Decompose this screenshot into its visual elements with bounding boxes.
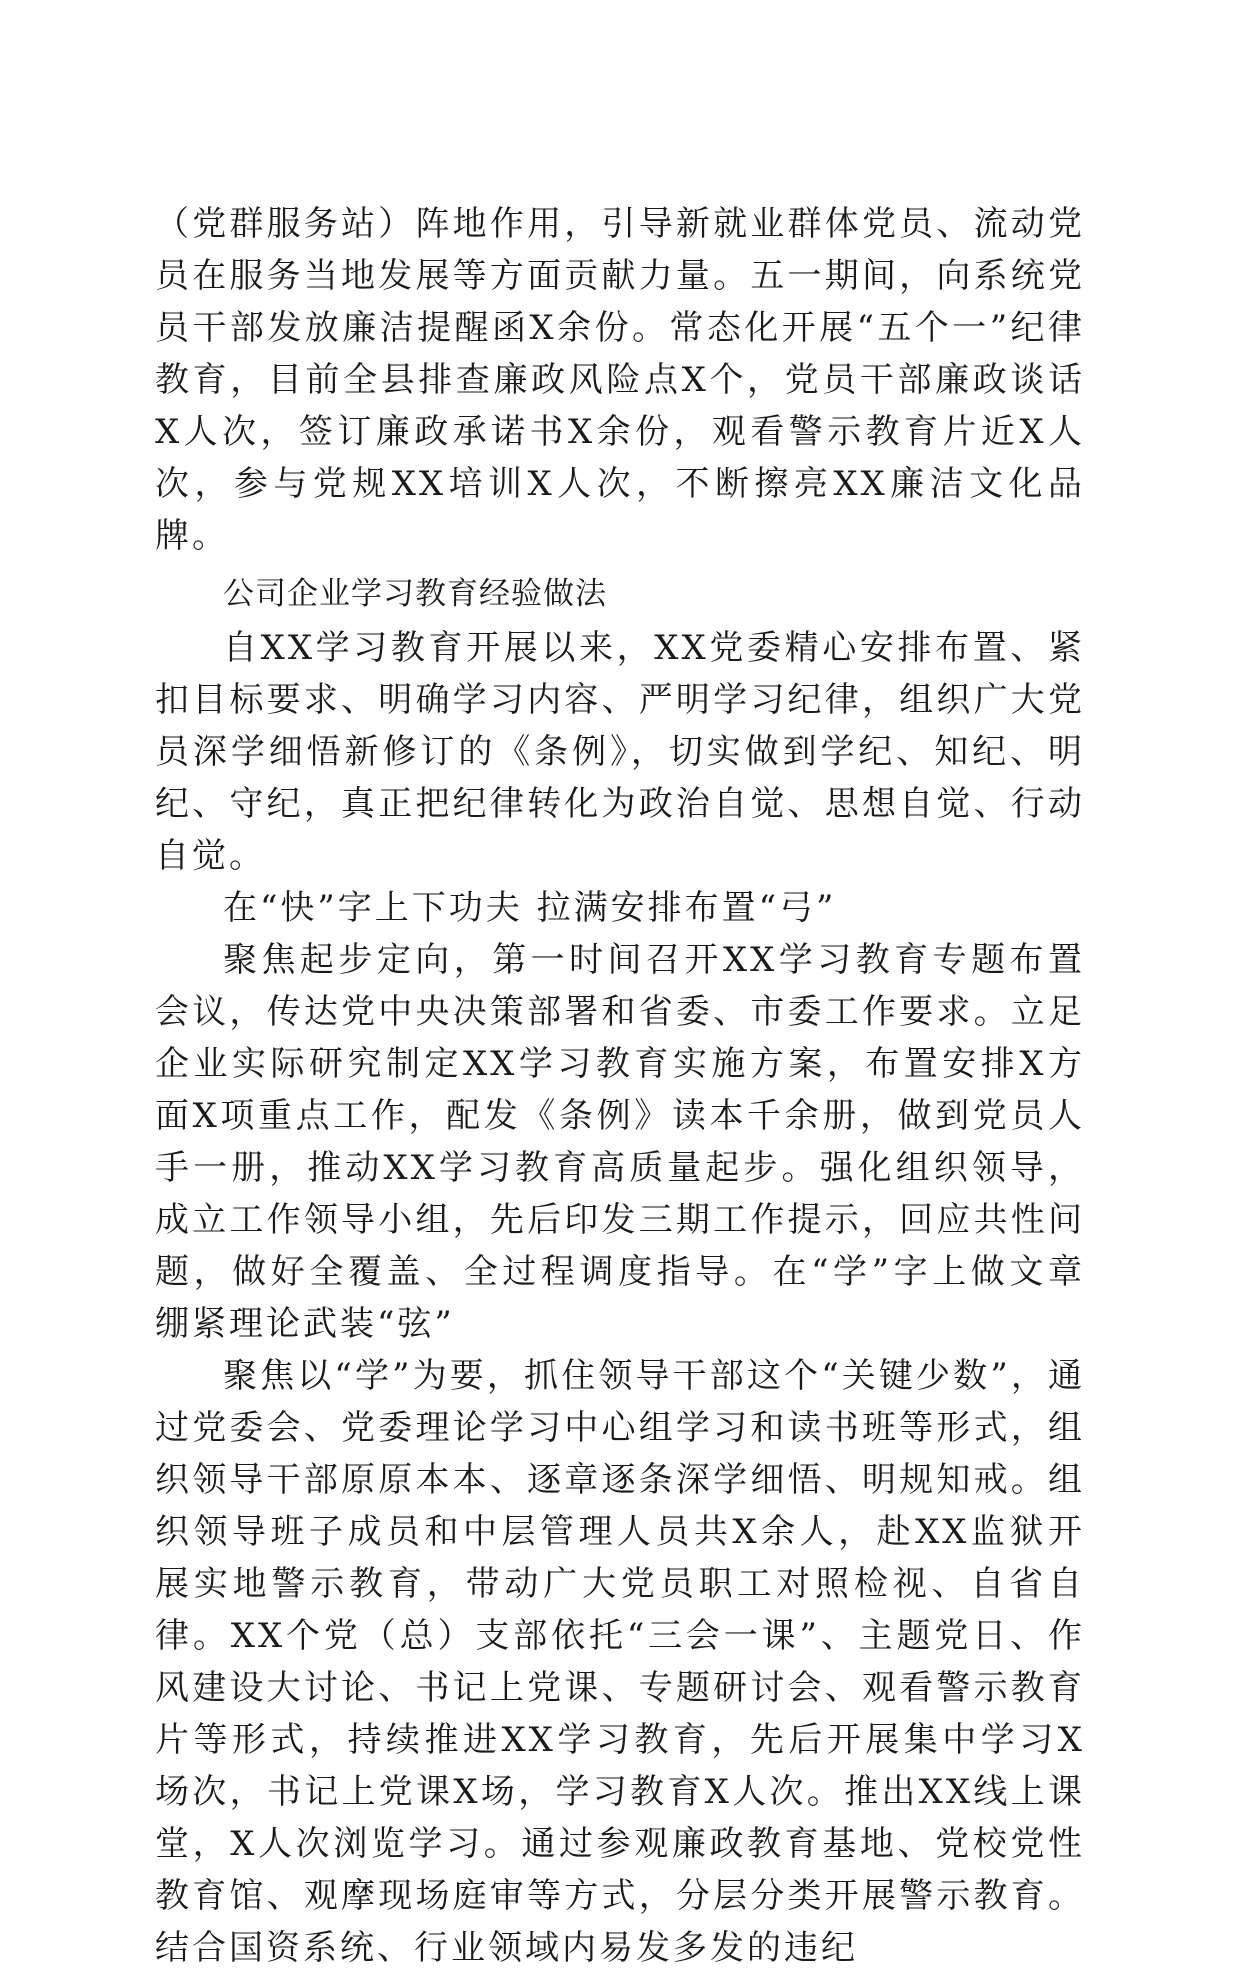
body-paragraph: 聚焦以“学”为要，抓住领导干部这个“关键少数”，通过党委会、党委理论学习中心组学习和读书班等形式，组织领导干部原原本本、逐章逐条深学细悟、明规知戒。组织领导班子成员和中层管理人员共X余人，赴XX监狱开展实地警示教育，带动广大党员职工对照检视、自省自律。XX个党（总）支部依托“三会一课”、主题党日、作风建设大讨论、书记上党课、专题研讨会、观看警示教育片等形式，持续推进XX学习教育，先后开展集中学习X场次，书记上党课X场，学习教育X人次。推出XX线上课堂，X人次浏览学习。通过参观廉政教育基地、党校党性教育馆、观摩现场庭审等方式，分层分类开展警示教育。结合国资系统、行业领域内易发多发的违纪 <box>155 1356 1085 1968</box>
document-body <box>155 198 1085 1974</box>
body-paragraph: 聚焦起步定向，第一时间召开XX学习教育专题布置会议，传达党中央决策部署和省委、市委工作要求。立足企业实际研究制定XX学习教育实施方案，布置安排X方面X项重点工作，配发《条例》读本千余册，做到党员人手一册，推动XX学习教育高质量起步。强化组织领导，成立工作领导小组，先后印发三期工作提示，回应共性问题，做好全覆盖、全过程调度指导。在“学”字上做文章 绷紧理论武装“弦” <box>155 940 1085 1344</box>
section-heading: 在“快”字上下功夫 拉满安排布置“弓” <box>223 888 837 928</box>
paragraph-continuation: （党群服务站）阵地作用，引导新就业群体党员、流动党员在服务当地发展等方面贡献力量。五一期间，向系统党员干部发放廉洁提醒函X余份。常态化开展“五个一”纪律教育，目前全县排查廉政风险点X个，党员干部廉政谈话X人次，签订廉政承诺书X余份，观看警示教育片近X人次，参与党规XX培训X人次，不断擦亮XX廉洁文化品牌。 <box>155 204 1085 556</box>
intro-paragraph: 自XX学习教育开展以来，XX党委精心安排布置、紧扣目标要求、明确学习内容、严明学习纪律，组织广大党员深学细悟新修订的《条例》，切实做到学纪、知纪、明纪、守纪，真正把纪律转化为政治自觉、思想自觉、行动自觉。 <box>155 628 1085 876</box>
article-title: 公司企业学习教育经验做法 <box>223 576 607 612</box>
